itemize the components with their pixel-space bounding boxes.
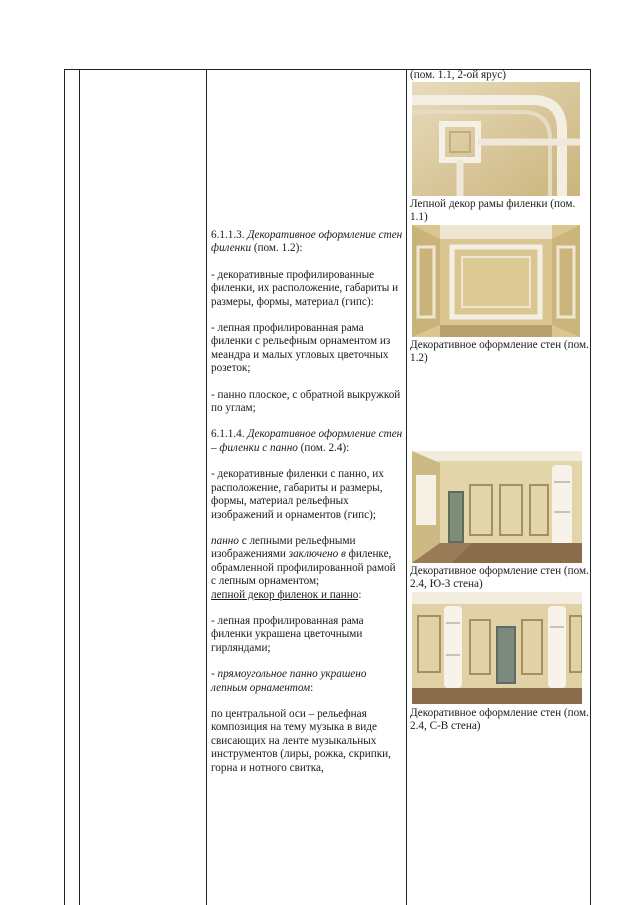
paragraph-panno xyxy=(211,535,403,589)
text-run: : xyxy=(310,681,314,694)
caption-walls-1-2: Декоративное оформление стен (пом. 1.2) xyxy=(410,339,589,365)
paragraph: - декоративные профилированные филенки, их расположение, габариты и размеры, формы, материал (гипс): xyxy=(211,268,399,308)
table-col-divider-1 xyxy=(79,69,80,905)
photo-walls-2-4-ne xyxy=(412,592,582,704)
section-6-1-1-4-heading xyxy=(211,428,403,455)
caption-walls-2-4-ne: Декоративное оформление стен (пом. 2.4, С-В стена) xyxy=(410,707,589,733)
caption-walls-2-4-sw: Декоративное оформление стен (пом. 2.4, Ю-З стена) xyxy=(410,565,589,591)
section-number: 6.1.1.3. xyxy=(211,229,248,241)
paragraph: по центральной оси – рельефная композиция на тему музыка в виде свисающих на ленте музыкальных инструментов (лиры, рожка, скрипки, горна и нотного свитка, xyxy=(211,707,391,774)
caption-frame-decor: Лепной декор рамы филенки (пом. 1.1) xyxy=(410,198,576,224)
text-run: : xyxy=(358,588,362,601)
paragraph: - лепная профилированная рама филенки с рельефным орнаментом из меандра и малых угловых цветочных розеток; xyxy=(211,322,391,375)
panno-term: панно xyxy=(211,534,239,547)
section-title: Декоративное оформление стен – филенки с панно xyxy=(211,428,403,454)
photo-walls-2-4-sw xyxy=(412,451,582,563)
table-col-divider-3 xyxy=(406,69,407,905)
walls-1-2-image xyxy=(412,225,580,337)
walls-2-4-ne-image xyxy=(412,592,582,704)
text-run: филенке, обрамленной профилированной рамой с лепным орнаментом; xyxy=(211,548,396,588)
paragraph: - декоративные филенки с панно, их расположение, габариты и размеры, формы, материал рельефных изображений и орнаментов (гипс); xyxy=(211,468,384,521)
paragraph-underlined xyxy=(211,589,403,602)
photo-frame-decor xyxy=(412,82,580,196)
paragraph: - панно плоское, с обратной выкружкой по углам; xyxy=(211,388,401,415)
caption-top-room: (пом. 1.1, 2-ой ярус) xyxy=(410,69,506,81)
frame-decor-image xyxy=(412,82,580,196)
description-text xyxy=(211,229,403,788)
table-col-divider-2 xyxy=(206,69,207,905)
section-6-1-1-3-heading xyxy=(211,229,403,256)
walls-2-4-sw-image xyxy=(412,451,582,563)
table-border-left xyxy=(64,69,65,905)
table-border-right xyxy=(590,69,591,905)
paragraph-rect-panno xyxy=(211,668,403,695)
paragraph: - лепная профилированная рама филенки украшена цветочными гирляндами; xyxy=(211,614,364,654)
section-number: 6.1.1.4. xyxy=(211,428,248,441)
section-title: Декоративное оформление стен филенки xyxy=(211,229,403,255)
text-run-italic: - прямоугольное панно украшено лепным орнаментом xyxy=(211,668,367,694)
text-run-italic: заключено в xyxy=(288,548,346,561)
photo-walls-1-2 xyxy=(412,225,580,337)
underlined-heading: лепной декор филенок и панно xyxy=(211,588,359,601)
section-room: (пом. 2.4): xyxy=(297,441,350,454)
text-run: с лепными рельефными изображениями xyxy=(211,534,356,561)
section-room: (пом. 1.2): xyxy=(251,242,303,255)
